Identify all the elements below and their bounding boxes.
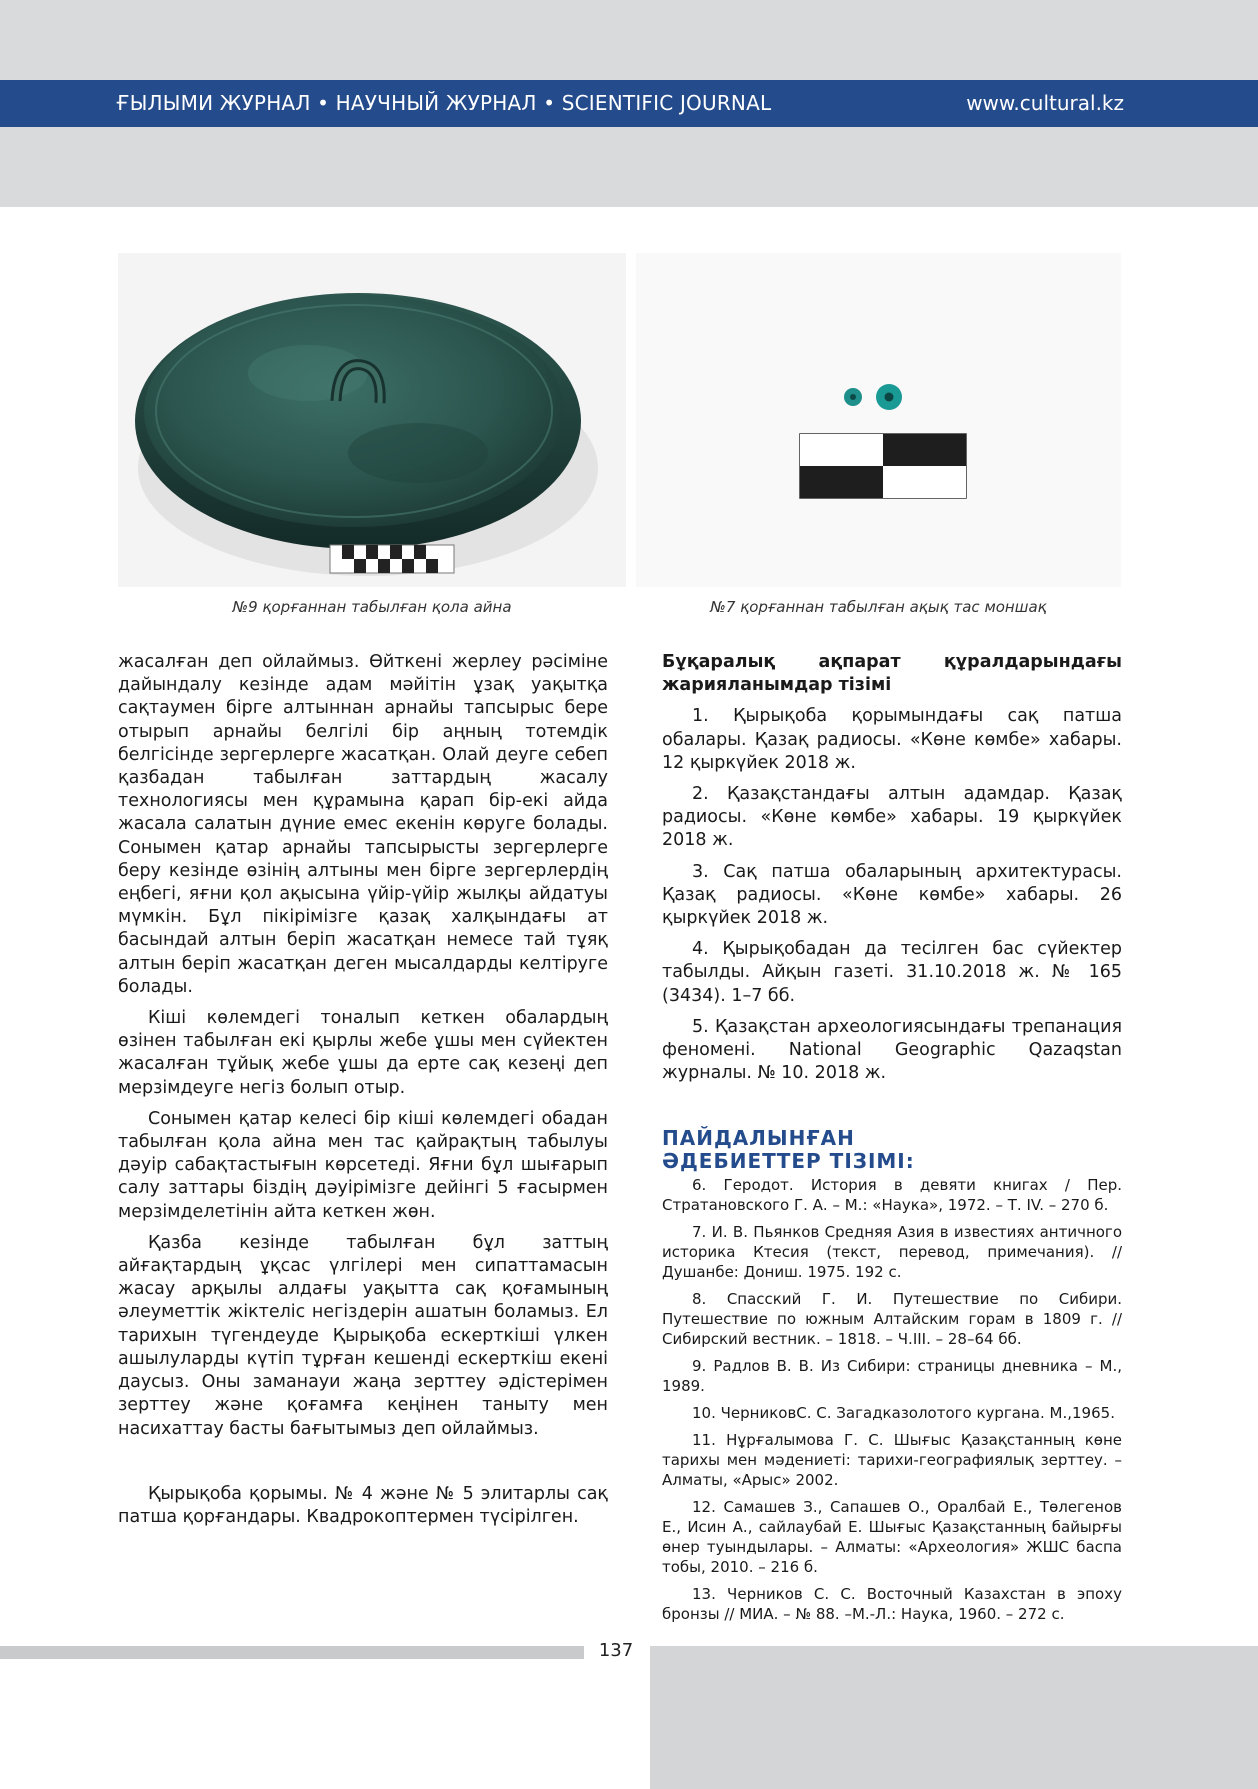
bronze-mirror-photo bbox=[118, 253, 626, 587]
media-item: 4. Қырықобадан да тесілген бас сүйектер табылды. Айқын газеті. 31.10.2018 ж. № 165 (3434). 1–7 бб. bbox=[662, 939, 1122, 1006]
figure-caption-mirror: №9 қорғаннан табылған қола айна bbox=[232, 598, 512, 616]
reference-item: 9. Радлов В. В. Из Сибири: страницы дневника – М., 1989. bbox=[662, 1357, 1122, 1396]
footer-bar bbox=[0, 1646, 584, 1659]
media-item: 1. Қырықоба қорымындағы сақ патша обалары. Қазақ радиосы. «Көне көмбе» хабары. 12 қыркүйек 2018 ж. bbox=[662, 706, 1122, 773]
media-item: 2. Қазақстандағы алтын адамдар. Қазақ радиосы. «Көне көмбе» хабары. 19 қыркүйек 2018 ж. bbox=[662, 784, 1122, 851]
paragraph: Кіші көлемдегі тоналып кеткен обалардың өзінен табылған екі қырлы жебе ұшы мен сүйектен жасалған тұйық жебе ұшы да ерте сақ кезеңі деп мерзімдеуге негіз болып отыр. bbox=[118, 1008, 608, 1098]
footer-box bbox=[650, 1646, 1258, 1789]
reference-item: 7. И. В. Пьянков Средняя Азия в известиях античного историка Ктесия (текст, перевод, примечания). // Душанбе: Дониш. 1975. 192 с. bbox=[662, 1223, 1122, 1282]
reference-item: 10. ЧерниковС. С. Загадказолотого кургана. М.,1965. bbox=[692, 1404, 1115, 1423]
figure-caption-beads: №7 қорғаннан табылған ақық тас моншақ bbox=[710, 598, 1047, 616]
reference-item: 12. Самашев З., Сапашев О., Оралбай Е., Төлегенов Е., Исин А., сайлаубай Е. Шығыс Қазақстанның байырғы өнер туындылары. – Алматы: «Археология» ЖШС баспа тобы, 2010. – 216 б. bbox=[662, 1498, 1122, 1577]
reference-item: 6. Геродот. История в девяти книгах / Пер. Стратановского Г. А. – М.: «Наука», 1972. – Т. IV. – 270 б. bbox=[662, 1176, 1122, 1215]
right-column bbox=[662, 651, 1122, 1631]
website-link[interactable]: www.cultural.kz bbox=[966, 91, 1124, 115]
references-heading bbox=[662, 1127, 1122, 1173]
journal-header bbox=[0, 80, 1258, 127]
reference-item: 13. Черников С. С. Восточный Казахстан в эпоху бронзы // МИА. – № 88. –М.-Л.: Наука, 1960. – 272 с. bbox=[662, 1585, 1122, 1624]
paragraph: жасалған деп ойлаймыз. Өйткені жерлеу рәсіміне дайындалу кезінде адам мәйітін ұзақ уақытқа сақтаумен бірге алтыннан арнайы тапсырыс бере отырып арнайы белгілі бір аңның тотемдік белгісінде зергерлерге жасатқан. Олай деуге себеп қазбадан табылған заттардың жасалу технологиясы мен құрамына қарап бір-екі айда жасала салатын дүние емес екенін көруге болады. Сонымен қатар арнайы тапсырысты зергерлерге беру кезінде өзінің алтыны мен бірге зергерлердің еңбегі, яғни қол ақысына үйір-үйір жылқы айдатуы мүмкін. Бұл пікірімізге қазақ халқындағы ат басындай алтын беріп жасатқан немесе тай тұяқ алтын беріп жасатқан деген мысалдарды келтіруге болады. bbox=[118, 652, 608, 997]
page-number: 137 bbox=[598, 1640, 634, 1661]
reference-item: 11. Нұрғалымова Г. С. Шығыс Қазақстанның көне тарихы мен мәдениеті: тарихи-географиялық зерттеу. – Алматы, «Арыс» 2002. bbox=[662, 1431, 1122, 1490]
media-item: 5. Қазақстан археологиясындағы трепанация феномені. National Geographic Qazaqstan журналы. № 10. 2018 ж. bbox=[662, 1016, 1122, 1084]
media-item: 3. Сақ патша обаларының архитектурасы. Қазақ радиосы. «Көне көмбе» хабары. 26 қыркүйек 2018 ж. bbox=[662, 861, 1122, 929]
references-heading-line1: ПАЙДАЛЫНҒАН bbox=[662, 1126, 855, 1151]
journal-titles: ҒЫЛЫМИ ЖУРНАЛ • НАУЧНЫЙ ЖУРНАЛ • SCIENTIFIC JOURNAL bbox=[116, 91, 772, 115]
media-list-title: Бұқаралық ақпарат құралдарындағы жарияланымдар тізімі bbox=[662, 652, 1122, 696]
references-heading-line2: ӘДЕБИЕТТЕР ТІЗІМІ: bbox=[662, 1149, 915, 1174]
references-list bbox=[662, 1175, 1122, 1624]
left-column bbox=[118, 651, 608, 1537]
reference-item: 8. Спасский Г. И. Путешествие по Сибири. Путешествие по южным Алтайским горам в 1809 г. // Сибирский вестник. – 1818. – Ч.III. – 28–64 бб. bbox=[662, 1290, 1122, 1349]
agate-beads-photo bbox=[636, 253, 1121, 587]
photo-note: Қырықоба қорымы. № 4 және № 5 элитарлы сақ патша қорғандары. Квадрокоптермен түсірілген. bbox=[118, 1483, 608, 1527]
paragraph: Сонымен қатар келесі бір кіші көлемдегі обадан табылған қола айна мен тас қайрақтың табылуы дәуір сабақтастығын көрсетеді. Яғни бұл шығарып салу заттары біздің дәуірімізге дейінгі 5 ғасырмен мерзімделетінін айта кеткен жөн. bbox=[118, 1108, 608, 1222]
paragraph: Қазба кезінде табылған бұл заттың айғақтардың ұқсас үлгілері мен сипаттамасын жасау арқылы алдағы уақытта сақ қоғамының әлеуметтік жіктеліс негіздерін ашатын боламыз. Ел тарихын түгендеуде Қырықоба ескерткіші үлкен ашылуларды күтіп тұрған кешенді ескерткіш екені даусыз. Оны заманауи жаңа зерттеу әдістерімен зерттеу және қоғамға кеңінен таныту мен насихаттау басты бағытымыз деп ойлаймыз. bbox=[118, 1232, 608, 1439]
